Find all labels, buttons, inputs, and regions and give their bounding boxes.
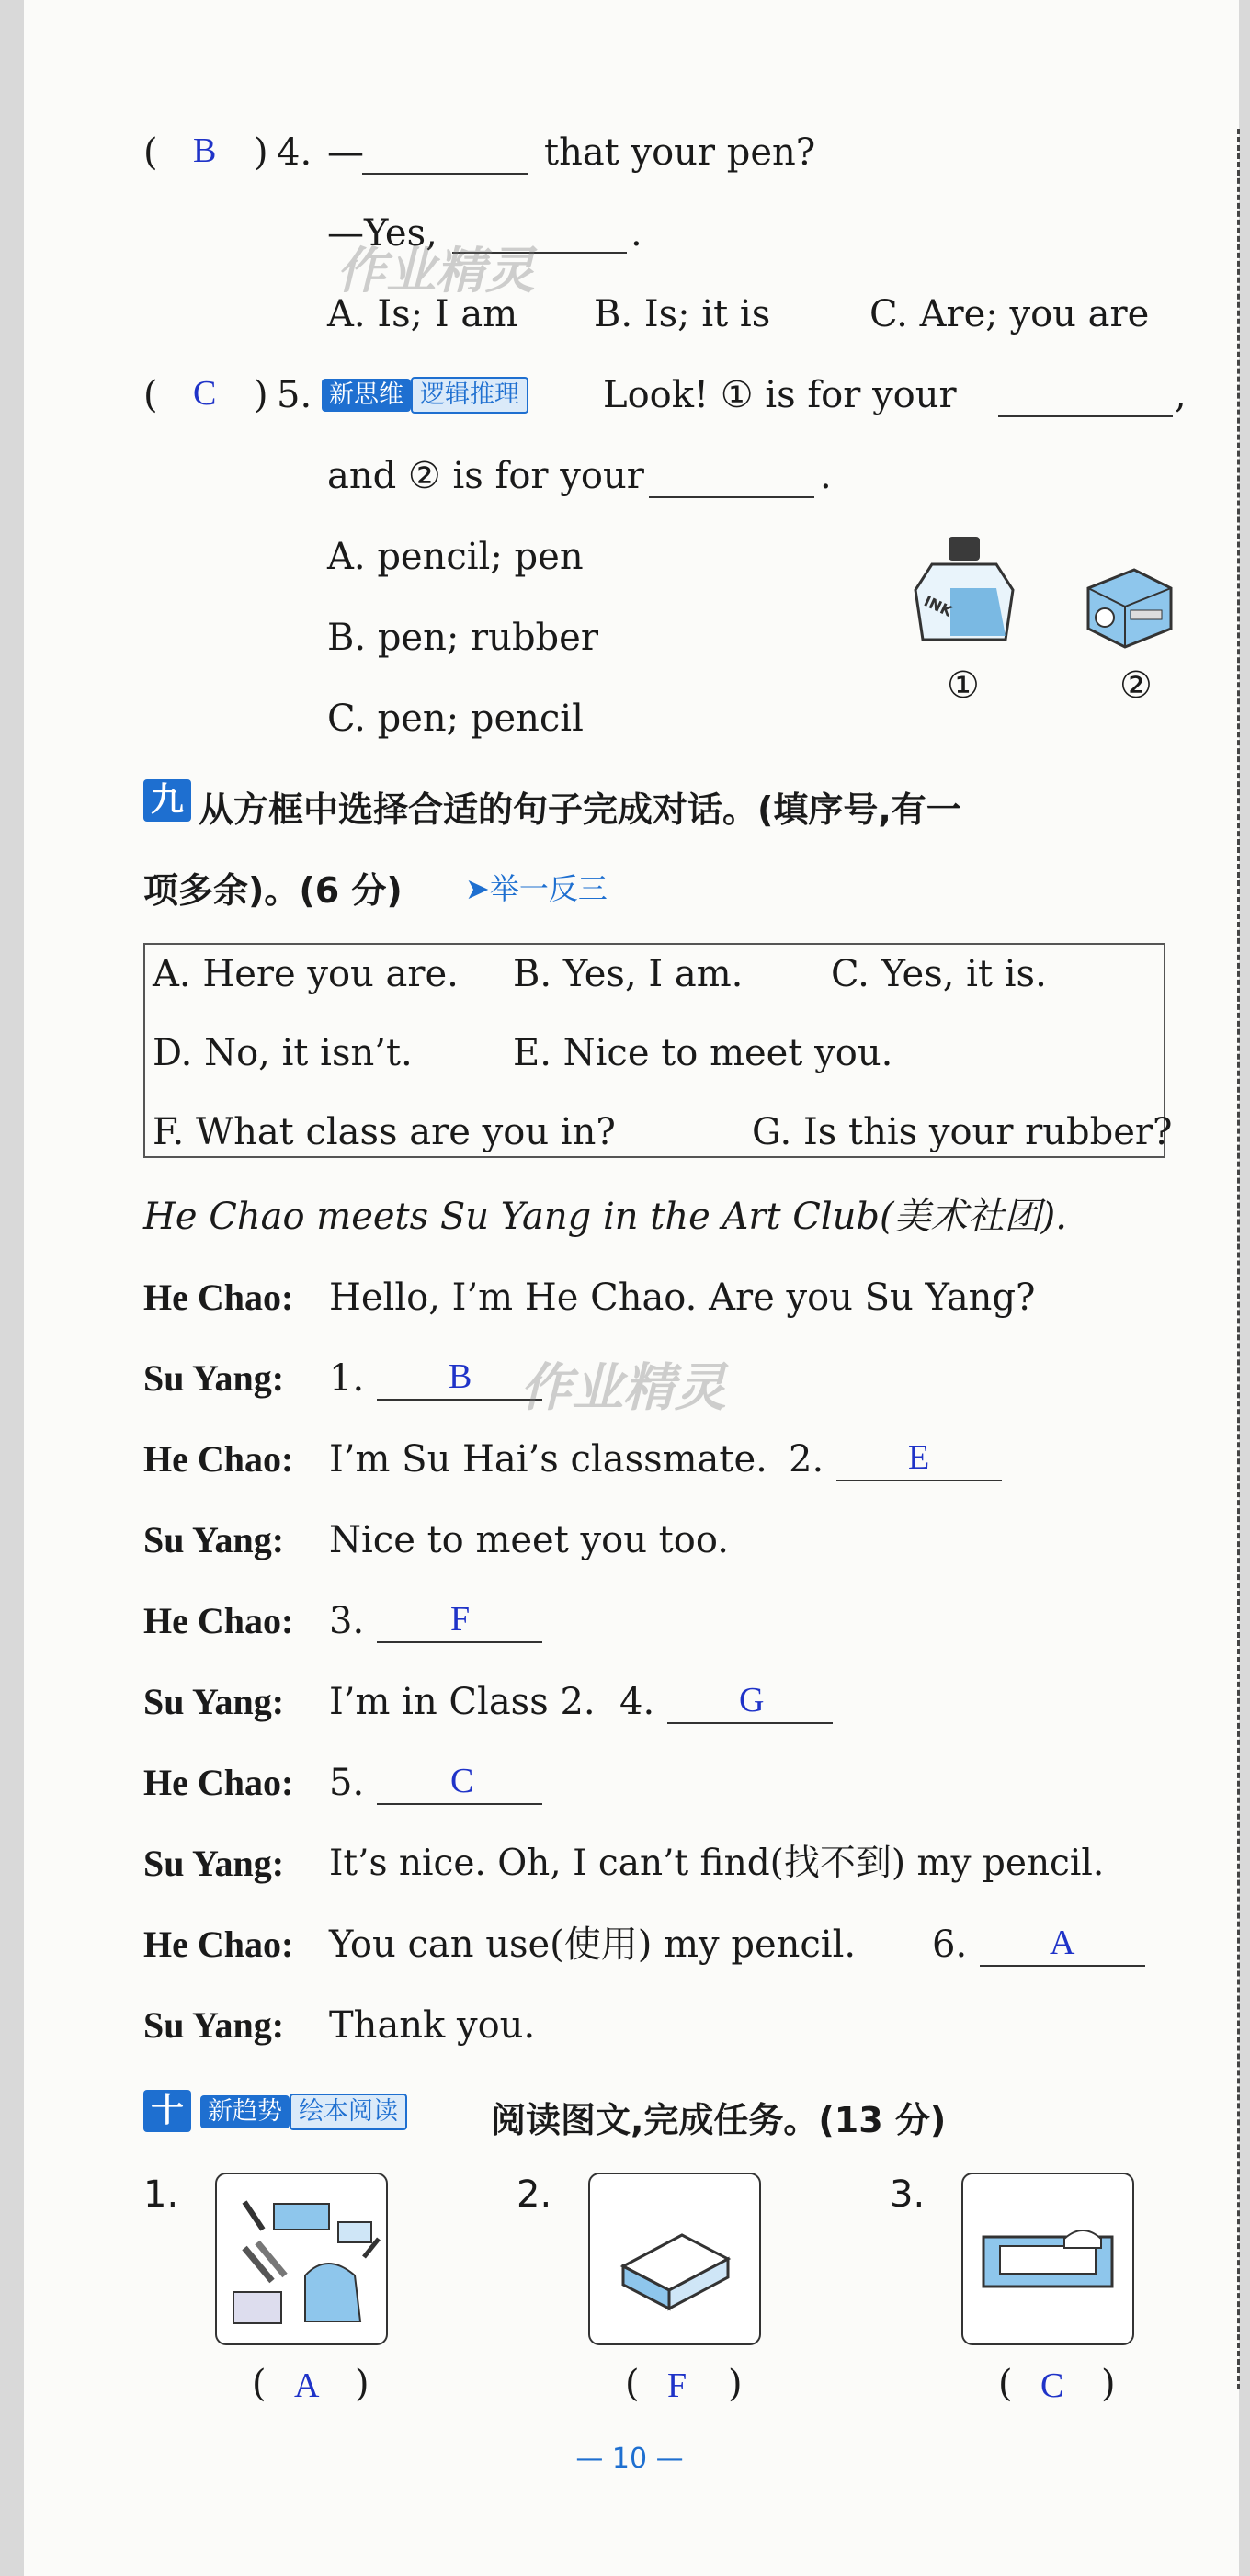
school-things-icon — [217, 2174, 386, 2343]
speaker: He Chao: — [143, 1923, 294, 1965]
option-c: C. Are; you are — [869, 293, 1150, 335]
question-text: Look! ① is for your — [603, 374, 957, 416]
book-icon — [590, 2174, 759, 2343]
paren-open: ( — [625, 2363, 640, 2405]
item-answer-2: F — [667, 2366, 688, 2405]
logic-tag: 逻辑推理 — [411, 377, 528, 414]
question-text: —Yes, — [327, 212, 438, 255]
speaker: Su Yang: — [143, 2004, 285, 2046]
paren-close: ) — [254, 131, 268, 174]
speaker: Su Yang: — [143, 1843, 285, 1884]
line-text: You can use(使用) my pencil. — [329, 1923, 857, 1966]
paren-open: ( — [252, 2363, 267, 2405]
blank-number: 1. — [329, 1357, 365, 1400]
item-number: 1. — [143, 2173, 179, 2216]
dialog-answer: A — [1050, 1923, 1075, 1962]
page-number: — 10 — — [575, 2443, 684, 2475]
answer-blank[interactable] — [667, 1720, 833, 1724]
cut-line — [1237, 129, 1240, 2389]
picture-book-tag: 绘本阅读 — [290, 2094, 407, 2130]
picture-frame-3 — [961, 2173, 1134, 2345]
question-text: . — [631, 212, 642, 255]
option-b: B. pen; rubber — [327, 617, 598, 659]
picture-label-1: ① — [947, 664, 980, 707]
blank-number: 4. — [619, 1681, 655, 1723]
box-option: D. No, it isn’t. — [153, 1032, 413, 1074]
line-text: I’m Su Hai’s classmate. — [329, 1438, 767, 1481]
watermark: 作业精灵 — [520, 1358, 726, 1418]
item-answer-3: C — [1040, 2366, 1064, 2405]
section-title-cont: 项多余)。(6 分) — [143, 870, 403, 911]
speaker: He Chao: — [143, 1600, 294, 1641]
box-option: F. What class are you in? — [153, 1111, 616, 1153]
answer-blank[interactable] — [377, 1801, 542, 1805]
section-number: 十 — [143, 2090, 191, 2132]
question-number: 5. — [277, 374, 312, 416]
box-option: E. Nice to meet you. — [513, 1032, 893, 1074]
speaker: Su Yang: — [143, 1357, 285, 1399]
line-text: Hello, I’m He Chao. Are you Su Yang? — [329, 1277, 1036, 1319]
tag-group — [200, 2094, 407, 2130]
paren-open: ( — [143, 131, 158, 174]
ink-bottle-icon — [895, 533, 1033, 653]
dialog-answer: F — [450, 1600, 471, 1639]
answer-blank[interactable] — [649, 494, 814, 498]
paren-close: ) — [355, 2363, 369, 2405]
option-c: C. pen; pencil — [327, 698, 584, 740]
paren-open: ( — [143, 374, 158, 416]
answer-blank[interactable] — [362, 171, 528, 175]
ink-label: INK — [921, 592, 956, 621]
comma: , — [1175, 374, 1187, 416]
answer-blank[interactable] — [377, 1397, 542, 1401]
period: . — [820, 455, 832, 497]
picture-frame-1 — [215, 2173, 388, 2345]
paren-close: ) — [254, 374, 268, 416]
question-number: 4. — [277, 131, 312, 174]
line-text: Thank you. — [329, 2004, 536, 2047]
item-number: 3. — [890, 2173, 926, 2216]
box-option: C. Yes, it is. — [831, 953, 1047, 995]
option-a: A. Is; I am — [327, 293, 518, 335]
box-option: G. Is this your rubber? — [752, 1111, 1173, 1153]
line-text: It’s nice. Oh, I can’t find(找不到) my pencil. — [329, 1843, 1105, 1884]
paren-close: ) — [1101, 2363, 1116, 2405]
line-text: Nice to meet you too. — [329, 1519, 729, 1561]
pencil-box-icon — [963, 2174, 1132, 2343]
answer-blank[interactable] — [980, 1963, 1145, 1967]
dialog-answer: B — [449, 1357, 472, 1396]
new-thinking-tag: 新思维 — [322, 379, 411, 412]
item-number: 2. — [517, 2173, 552, 2216]
speaker: He Chao: — [143, 1762, 294, 1803]
dash: — — [327, 131, 364, 174]
picture-frame-2 — [588, 2173, 761, 2345]
blank-number: 5. — [329, 1762, 365, 1804]
options-box — [143, 943, 1173, 1158]
dialog-answer: E — [908, 1438, 930, 1477]
blank-number: 3. — [329, 1600, 365, 1642]
answer-blank[interactable] — [377, 1640, 542, 1643]
dialog-answer: G — [739, 1681, 765, 1719]
paren-open: ( — [998, 2363, 1013, 2405]
sharpener-icon — [1070, 551, 1180, 653]
worksheet-page — [24, 0, 1239, 2576]
dialog-answer: C — [450, 1762, 474, 1800]
line-text: I’m in Class 2. — [329, 1681, 596, 1723]
item-answer-1: A — [294, 2366, 320, 2405]
new-trend-tag: 新趋势 — [200, 2095, 290, 2128]
blank-number: 6. — [932, 1923, 968, 1966]
picture-label-2: ② — [1119, 664, 1153, 707]
tip-link[interactable]: ➤举一反三 — [465, 871, 608, 906]
answer-5: C — [193, 374, 217, 413]
speaker: He Chao: — [143, 1277, 294, 1318]
speaker: Su Yang: — [143, 1681, 285, 1722]
answer-4: B — [193, 131, 217, 170]
section-number: 九 — [143, 779, 191, 822]
option-b: B. Is; it is — [594, 293, 771, 335]
dialog-intro: He Chao meets Su Yang in the Art Club(美术社团). — [143, 1196, 1067, 1238]
watermark: 作业精灵 — [336, 242, 535, 300]
section-title: 阅读图文,完成任务。(13 分) — [491, 2100, 947, 2140]
speaker: Su Yang: — [143, 1519, 285, 1560]
answer-blank[interactable] — [836, 1478, 1002, 1481]
question-text: and ② is for your — [327, 455, 644, 497]
paren-close: ) — [728, 2363, 743, 2405]
question-text: that your pen? — [544, 131, 816, 174]
speaker: He Chao: — [143, 1438, 294, 1480]
box-option: B. Yes, I am. — [513, 953, 744, 995]
blank-number: 2. — [789, 1438, 824, 1481]
box-option: A. Here you are. — [153, 953, 459, 995]
tag-group — [322, 377, 528, 414]
section-title: 从方框中选择合适的句子完成对话。(填序号,有一 — [199, 789, 961, 830]
option-a: A. pencil; pen — [327, 536, 584, 578]
answer-blank[interactable] — [998, 414, 1173, 417]
